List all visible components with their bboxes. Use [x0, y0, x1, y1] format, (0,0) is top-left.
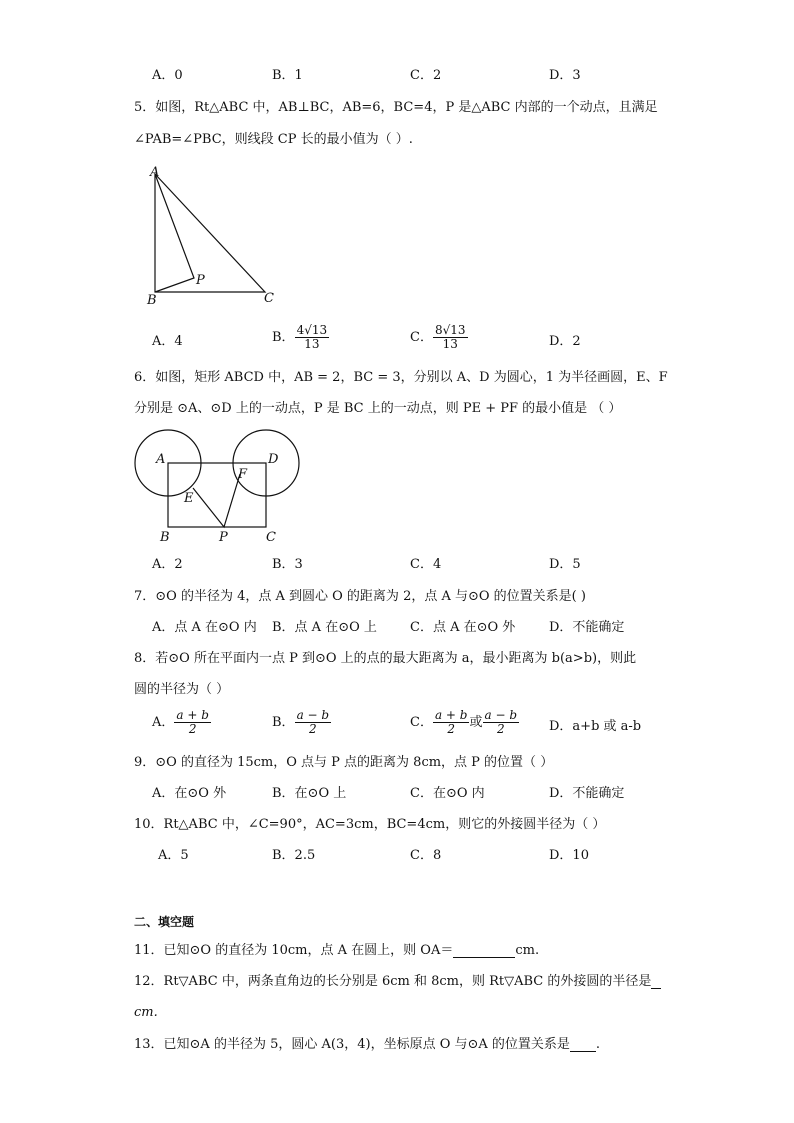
- q10-stem: 10．Rt△ABC 中，∠C=90°，AC=3cm，BC=4cm，则它的外接圆半径为（ ）: [134, 817, 606, 832]
- q7-stem: 7．⊙O 的半径为 4，点 A 到圆心 O 的距离为 2，点 A 与⊙O 的位置关系是( ): [134, 589, 586, 604]
- q12-line2: cm.: [134, 1005, 158, 1020]
- label-a: A: [156, 452, 166, 467]
- q8-option-b: [272, 709, 331, 736]
- q9-option-a: A．在⊙O 外: [152, 786, 227, 801]
- answer-blank[interactable]: [453, 944, 515, 958]
- q12-text: 12．Rt▽ABC 中，两条直角边的长分别是 6cm 和 8cm，则 Rt▽ABC 的外接圆的半径是: [134, 974, 652, 989]
- option-label: C．: [410, 330, 433, 346]
- fraction-denominator: 2: [188, 722, 197, 737]
- segments-ap-bp: [155, 174, 194, 292]
- q10-option-a: A．5: [158, 848, 189, 863]
- fraction: [433, 324, 468, 351]
- fraction-numerator: a + b: [434, 708, 468, 722]
- q5-stem-line2: ∠PAB=∠PBC，则线段 CP 长的最小值为（ ）.: [134, 132, 413, 147]
- label-b: B: [147, 293, 157, 308]
- q6-option-c: C．4: [410, 557, 442, 572]
- q8-stem-line2: 圆的半径为（ ）: [134, 682, 230, 697]
- fraction-denominator: 13: [442, 337, 458, 352]
- q12-line1: [134, 975, 661, 989]
- q9-option-c: C．在⊙O 内: [410, 786, 485, 801]
- q6-option-a: A．2: [152, 557, 183, 572]
- q6-option-d: D．5: [549, 557, 581, 572]
- q13-text: 13．已知⊙A 的半径为 5，圆心 A(3，4)，坐标原点 O 与⊙A 的位置关系是: [134, 1037, 570, 1052]
- q6-stem-line1: 6．如图，矩形 ABCD 中，AB = 2，BC = 3，分别以 A、D 为圆心，1 为半径画圆，E、F: [134, 370, 668, 385]
- q8-stem-line1: 8．若⊙O 所在平面内一点 P 到⊙O 上的点的最大距离为 a，最小距离为 b(a>b)，则此: [134, 651, 637, 666]
- q8-option-a: [152, 709, 211, 736]
- fraction-denominator: 13: [304, 337, 320, 352]
- option-label: C．: [410, 715, 433, 731]
- q9-option-d: D．不能确定: [549, 786, 625, 801]
- q4-option-a: A．0: [152, 68, 183, 83]
- label-a: A: [150, 165, 160, 180]
- fraction: [433, 709, 470, 736]
- fraction-numerator: 4√13: [296, 323, 328, 337]
- q4-option-d: D．3: [549, 68, 581, 83]
- label-c: C: [266, 530, 276, 545]
- q10-option-c: C．8: [410, 848, 442, 863]
- q7-option-a: A．点 A 在⊙O 内: [152, 620, 257, 635]
- answer-blank[interactable]: [570, 1038, 596, 1052]
- label-d: D: [268, 452, 279, 467]
- q4-option-c: C．2: [410, 68, 442, 83]
- q10-option-d: D．10: [549, 848, 589, 863]
- or-connector: 或: [469, 715, 483, 731]
- q11-text: 11．已知⊙O 的直径为 10cm，点 A 在圆上，则 OA＝: [134, 943, 454, 958]
- fraction: [295, 709, 332, 736]
- section-heading: 二、填空题: [134, 915, 195, 929]
- fraction: [174, 709, 211, 736]
- fraction-denominator: 2: [496, 722, 505, 737]
- q11-tail: cm.: [515, 943, 540, 958]
- fraction-denominator: 2: [447, 722, 456, 737]
- q13: [134, 1038, 600, 1052]
- q6-stem-line2: 分别是 ⊙A、⊙D 上的一动点，P 是 BC 上的一动点，则 PE + PF 的最小值是 （ ）: [134, 401, 622, 416]
- fraction: [295, 324, 330, 351]
- q4-option-b: B．1: [272, 68, 303, 83]
- label-p: P: [196, 273, 205, 288]
- q5-triangle-figure: [140, 162, 280, 310]
- answer-blank[interactable]: [651, 975, 661, 989]
- q9-stem: 9．⊙O 的直径为 15cm，O 点与 P 点的距离为 8cm，点 P 的位置（ ）: [134, 755, 554, 770]
- triangle-abc: [155, 174, 265, 292]
- fraction-numerator: a − b: [484, 708, 518, 722]
- fraction-numerator: a − b: [296, 708, 330, 722]
- segments-pe-pf: [193, 474, 240, 527]
- q7-option-d: D．不能确定: [549, 620, 625, 635]
- q5-option-b: [272, 324, 329, 351]
- q11: [134, 944, 539, 958]
- label-c: C: [264, 291, 274, 306]
- option-label: B．: [272, 715, 295, 731]
- label-b: B: [160, 530, 170, 545]
- q9-option-b: B．在⊙O 上: [272, 786, 347, 801]
- q10-option-b: B．2.5: [272, 848, 316, 863]
- q8-option-d: D．a+b 或 a-b: [549, 719, 642, 734]
- q5-option-a: A．4: [152, 334, 183, 349]
- q7-option-c: C．点 A 在⊙O 外: [410, 620, 516, 635]
- fraction-denominator: 2: [309, 722, 317, 737]
- q5-option-d: D．2: [549, 334, 581, 349]
- label-p: P: [219, 530, 228, 545]
- fraction: [483, 709, 520, 736]
- label-e: E: [184, 491, 194, 506]
- q6-rectangle-figure: [130, 425, 310, 547]
- label-f: F: [238, 467, 248, 482]
- option-label: B．: [272, 330, 295, 346]
- fraction-numerator: 8√13: [434, 323, 466, 337]
- q6-option-b: B．3: [272, 557, 303, 572]
- fraction-numerator: a + b: [176, 708, 209, 722]
- q13-tail: .: [595, 1037, 601, 1052]
- option-label: A．: [152, 715, 175, 731]
- q5-option-c: [410, 324, 468, 351]
- q7-option-b: B．点 A 在⊙O 上: [272, 620, 377, 635]
- q5-stem-line1: 5．如图，Rt△ABC 中，AB⊥BC，AB=6，BC=4，P 是△ABC 内部的一个动点，且满足: [134, 100, 658, 115]
- q8-option-c: [410, 709, 519, 736]
